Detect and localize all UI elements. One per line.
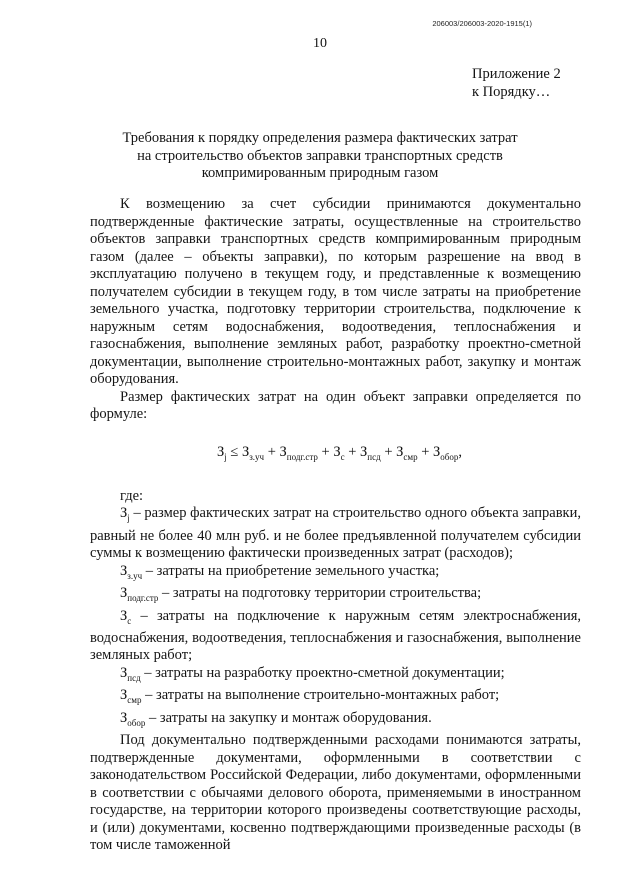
formula-lhs: $З_j$	[216, 443, 227, 462]
formula-term: $З_{псд}$	[360, 443, 381, 462]
document-title	[90, 130, 550, 183]
page-number: 10	[313, 36, 327, 51]
formula-term: $З_{подг.стр}$	[279, 443, 318, 462]
definition-item: $З_{смр}$ – затраты на выполнение строительно-монтажных работ;	[120, 687, 500, 706]
paragraph-reimbursement: К возмещению за счет субсидии принимаются документально подтвержденные фактические затраты, осуществленные на строительство объектов заправки транспортных средств компримированным природным газом (далее – объекты заправки), по которым разрешение на ввод в эксплуатацию получено в текущем году, и представленные к возмещению получателем субсидии в текущем году, в том числе затраты на приобретение земельного участка, подготовку территории строительства, подключение к наружным сетям водоснабжения, водоотведения, теплоснабжения и газоснабжения, выполнение земляных работ, разработку проектно-сметной документации, выполнение строительно-монтажных работ, закупку и монтаж оборудования.	[90, 196, 581, 387]
document-id: 206003/206003-2020-1915(1)	[432, 19, 532, 28]
appendix-reference	[472, 66, 561, 101]
formula-term: $З_{обор}$	[433, 443, 459, 462]
formula-term: $З_{з.уч}$	[241, 443, 265, 462]
definition-item: $З_{подг.стр}$ – затраты на подготовку территории строительства;	[120, 585, 482, 604]
formula-term: $З_{смр}$	[396, 443, 418, 462]
definition-item: $З_{псд}$ – затраты на разработку проектно-сметной документации;	[120, 664, 505, 683]
definitions-list	[90, 505, 581, 732]
formula-operator: ≤	[230, 443, 239, 460]
document-body	[90, 196, 581, 855]
title-line-1: Требования к порядку определения размера фактических затрат	[122, 130, 518, 146]
definition-item: $З_с$ – затраты на подключение к наружным сетям электроснабжения, водоснабжения, водоотведения, теплоснабжения и газоснабжения, выполнение земляных работ;	[90, 607, 581, 664]
appendix-line-2: к Порядку…	[472, 83, 551, 100]
definition-item: $З_{обор}$ – затраты на закупку и монтаж оборудования.	[120, 709, 432, 728]
appendix-line-1: Приложение 2	[472, 66, 561, 82]
cost-formula: $З_j \le З_{з.уч} + З_{подг.стр} + З_с + З_{псд} + З_{смр} + З_{обор}$,	[216, 443, 463, 462]
title-line-3: компримированным природным газом	[201, 165, 439, 181]
paragraph-documented-expenses: Под документально подтвержденными расходами понимаются затраты, подтвержденные документами, оформленными в соответствии с законодательством Российской Федерации, либо документами, оформленными в соответствии с обычаями делового оборота, применяемыми в иностранном государстве, на территории которого произведены соответствующие расходы, и (или) документами, косвенно подтверждающими произведенные расходы (в том числе таможенной	[90, 732, 581, 854]
title-line-2: на строительство объектов заправки транспортных средств	[137, 147, 503, 164]
formula-term: $З_с$	[333, 443, 345, 462]
definition-item: $З_{з.уч}$ – затраты на приобретение земельного участка;	[120, 562, 440, 581]
definition-item: $З_j$ – размер фактических затрат на строительство одного объекта заправки, равный не более 40 млн руб. и не более предъявленной получателем субсидии суммы к возмещению фактически произведенных затрат (расходов);	[90, 505, 581, 562]
paragraph-formula-intro: Размер фактических затрат на один объект заправки определяется по формуле:	[90, 388, 581, 422]
where-label: где:	[120, 487, 144, 504]
